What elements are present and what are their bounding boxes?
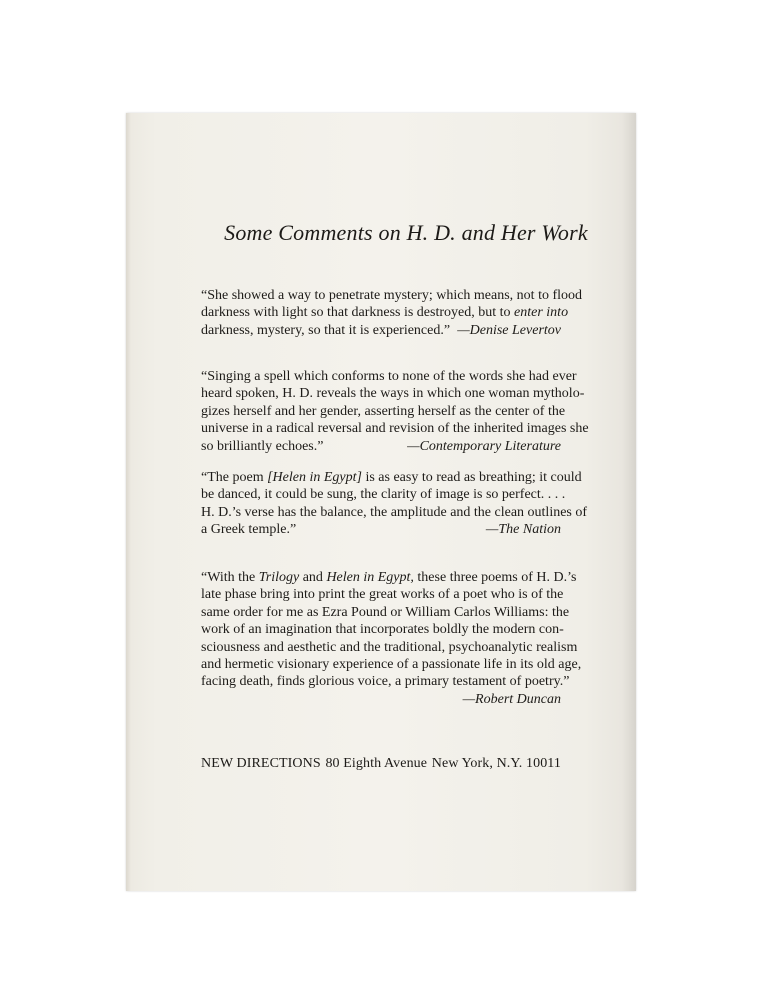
quote-line: late phase bring into print the great works of a poet who is of the (201, 587, 564, 603)
quote-attribution: —Contemporary Literature (407, 438, 561, 454)
publisher-name: NEW DIRECTIONS (201, 756, 321, 771)
quote-line: facing death, finds glorious voice, a primary testament of poetry.” (201, 674, 570, 690)
quote-text: darkness with light so that darkness is destroyed, but to (201, 305, 515, 321)
quote-the-nation (201, 469, 588, 539)
quote-line: “She showed a way to penetrate mystery; which means, not to flood (201, 288, 583, 303)
quote-line (201, 469, 582, 486)
quote-line (201, 304, 569, 321)
quote-line: H. D.’s verse has the balance, the amplitude and the clean outlines of (201, 504, 588, 520)
quote-emphasis: [Helen in Egypt] (267, 470, 362, 485)
quote-emphasis: Trilogy (258, 570, 300, 585)
quote-line (201, 438, 561, 455)
publisher-street: 80 Eighth Avenue (325, 756, 428, 771)
quote-line: gizes herself and her gender, asserting herself as the center of the (201, 403, 566, 419)
quote-line: universe in a radical reversal and revision of the inherited images she (201, 421, 589, 437)
quote-line (201, 322, 561, 339)
cover-edge-shadow (622, 113, 636, 891)
quote-text: is as easy to read as breathing; it could (361, 470, 582, 485)
quote-line (201, 521, 561, 538)
quote-line: work of an imagination that incorporates boldly the modern con- (201, 622, 564, 638)
quote-attribution: —Robert Duncan (462, 691, 561, 707)
page-title: Some Comments on H. D. and Her Work (224, 220, 588, 245)
quote-line (201, 569, 577, 586)
quote-attribution: —Denise Levertov (457, 322, 561, 338)
quote-emphasis: enter into (514, 305, 569, 321)
quote-emphasis: Helen in Egypt, (326, 570, 414, 585)
quote-text: “With the (201, 570, 259, 585)
quote-levertov (201, 287, 583, 339)
quote-text: darkness, mystery, so that it is experienced.” (201, 322, 451, 338)
publisher-city: New York, N.Y. 10011 (431, 756, 561, 771)
quote-line: “Singing a spell which conforms to none of the words she had ever (201, 369, 577, 384)
quote-text: a Greek temple.” (201, 522, 297, 538)
publisher-footer (201, 755, 561, 773)
quote-text: and (299, 570, 327, 585)
quote-line (201, 691, 561, 708)
quote-attribution: —The Nation (485, 522, 561, 538)
quote-text: these three poems of H. D.’s (413, 570, 577, 585)
quote-line: sciousness and aesthetic and the traditional, psychoanalytic realism (201, 639, 578, 655)
quote-contemporary-literature (201, 368, 589, 455)
quote-line: heard spoken, H. D. reveals the ways in which one woman mytholo- (201, 386, 585, 402)
quote-line: same order for me as Ezra Pound or William Carlos Williams: the (201, 604, 570, 620)
quote-text: so brilliantly echoes.” (201, 438, 324, 454)
quote-text: “The poem (201, 470, 268, 485)
quote-duncan (201, 569, 582, 708)
quote-line: and hermetic visionary experience of a passionate life in its old age, (201, 657, 582, 673)
quote-line: be danced, it could be sung, the clarity of image is so perfect. . . . (201, 487, 566, 503)
book-back-cover (126, 113, 636, 891)
